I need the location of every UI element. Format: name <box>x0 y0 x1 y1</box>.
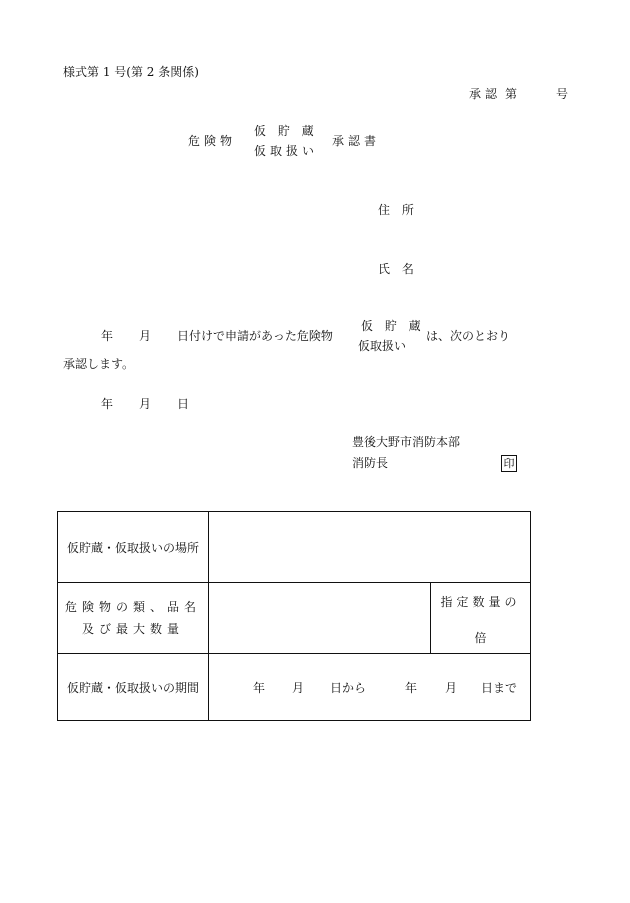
issuer-org: 豊後大野市消防本部 <box>352 435 461 449</box>
date-month: 月 <box>139 397 152 411</box>
period-day-until: 日まで <box>481 680 518 695</box>
approval-go: 号 <box>556 87 569 101</box>
title-stack-top: 仮 貯 蔵 <box>254 124 318 138</box>
period-year2: 年 <box>405 680 418 695</box>
location-label: 仮貯蔵・仮取扱いの場所 <box>58 512 209 583</box>
address-label: 住 所 <box>378 203 418 217</box>
hazmat-label-line2: 及び最大数量 <box>81 622 184 636</box>
designated-quantity-label: 指定数量の <box>440 595 521 609</box>
date-day: 日 <box>177 397 190 411</box>
period-month1: 月 <box>292 680 305 695</box>
seal-mark: 印 <box>501 455 517 472</box>
title-stack-bottom: 仮取扱い <box>254 144 319 158</box>
designated-quantity-unit: 倍 <box>474 631 487 645</box>
body-year: 年 <box>101 329 114 343</box>
name-label: 氏 名 <box>378 262 418 276</box>
designated-quantity-cell[interactable] <box>431 583 531 654</box>
issuer-title: 消防長 <box>352 456 389 470</box>
details-table <box>57 511 531 721</box>
title-right: 承認書 <box>332 134 381 148</box>
body-text3: 承認します。 <box>63 357 135 371</box>
body-text2: は、次のとおり <box>426 329 511 343</box>
form-number: 様式第 1 号(第 2 条関係) <box>63 65 199 79</box>
body-stack-top: 仮 貯 蔵 <box>361 319 425 333</box>
hazmat-label-line1: 危険物の類、品名 <box>64 600 201 614</box>
table-row-hazmat <box>58 583 531 654</box>
body-text1: 日付けで申請があった危険物 <box>177 329 333 343</box>
body-month: 月 <box>139 329 152 343</box>
period-label: 仮貯蔵・仮取扱いの期間 <box>58 654 209 721</box>
period-year1: 年 <box>253 680 266 695</box>
table-row-period <box>58 654 531 721</box>
title-left: 危険物 <box>188 134 237 148</box>
date-year: 年 <box>101 397 114 411</box>
period-day-from: 日から <box>330 680 367 695</box>
body-stack-bottom: 仮取扱い <box>358 339 407 353</box>
table-row-location <box>58 512 531 583</box>
approval-prefix: 承認 <box>469 87 502 101</box>
period-month2: 月 <box>445 680 458 695</box>
hazmat-label-cell <box>58 583 209 654</box>
approval-dai: 第 <box>505 87 518 101</box>
period-value[interactable] <box>209 654 531 721</box>
location-value[interactable] <box>209 512 531 583</box>
hazmat-value[interactable] <box>209 583 431 654</box>
